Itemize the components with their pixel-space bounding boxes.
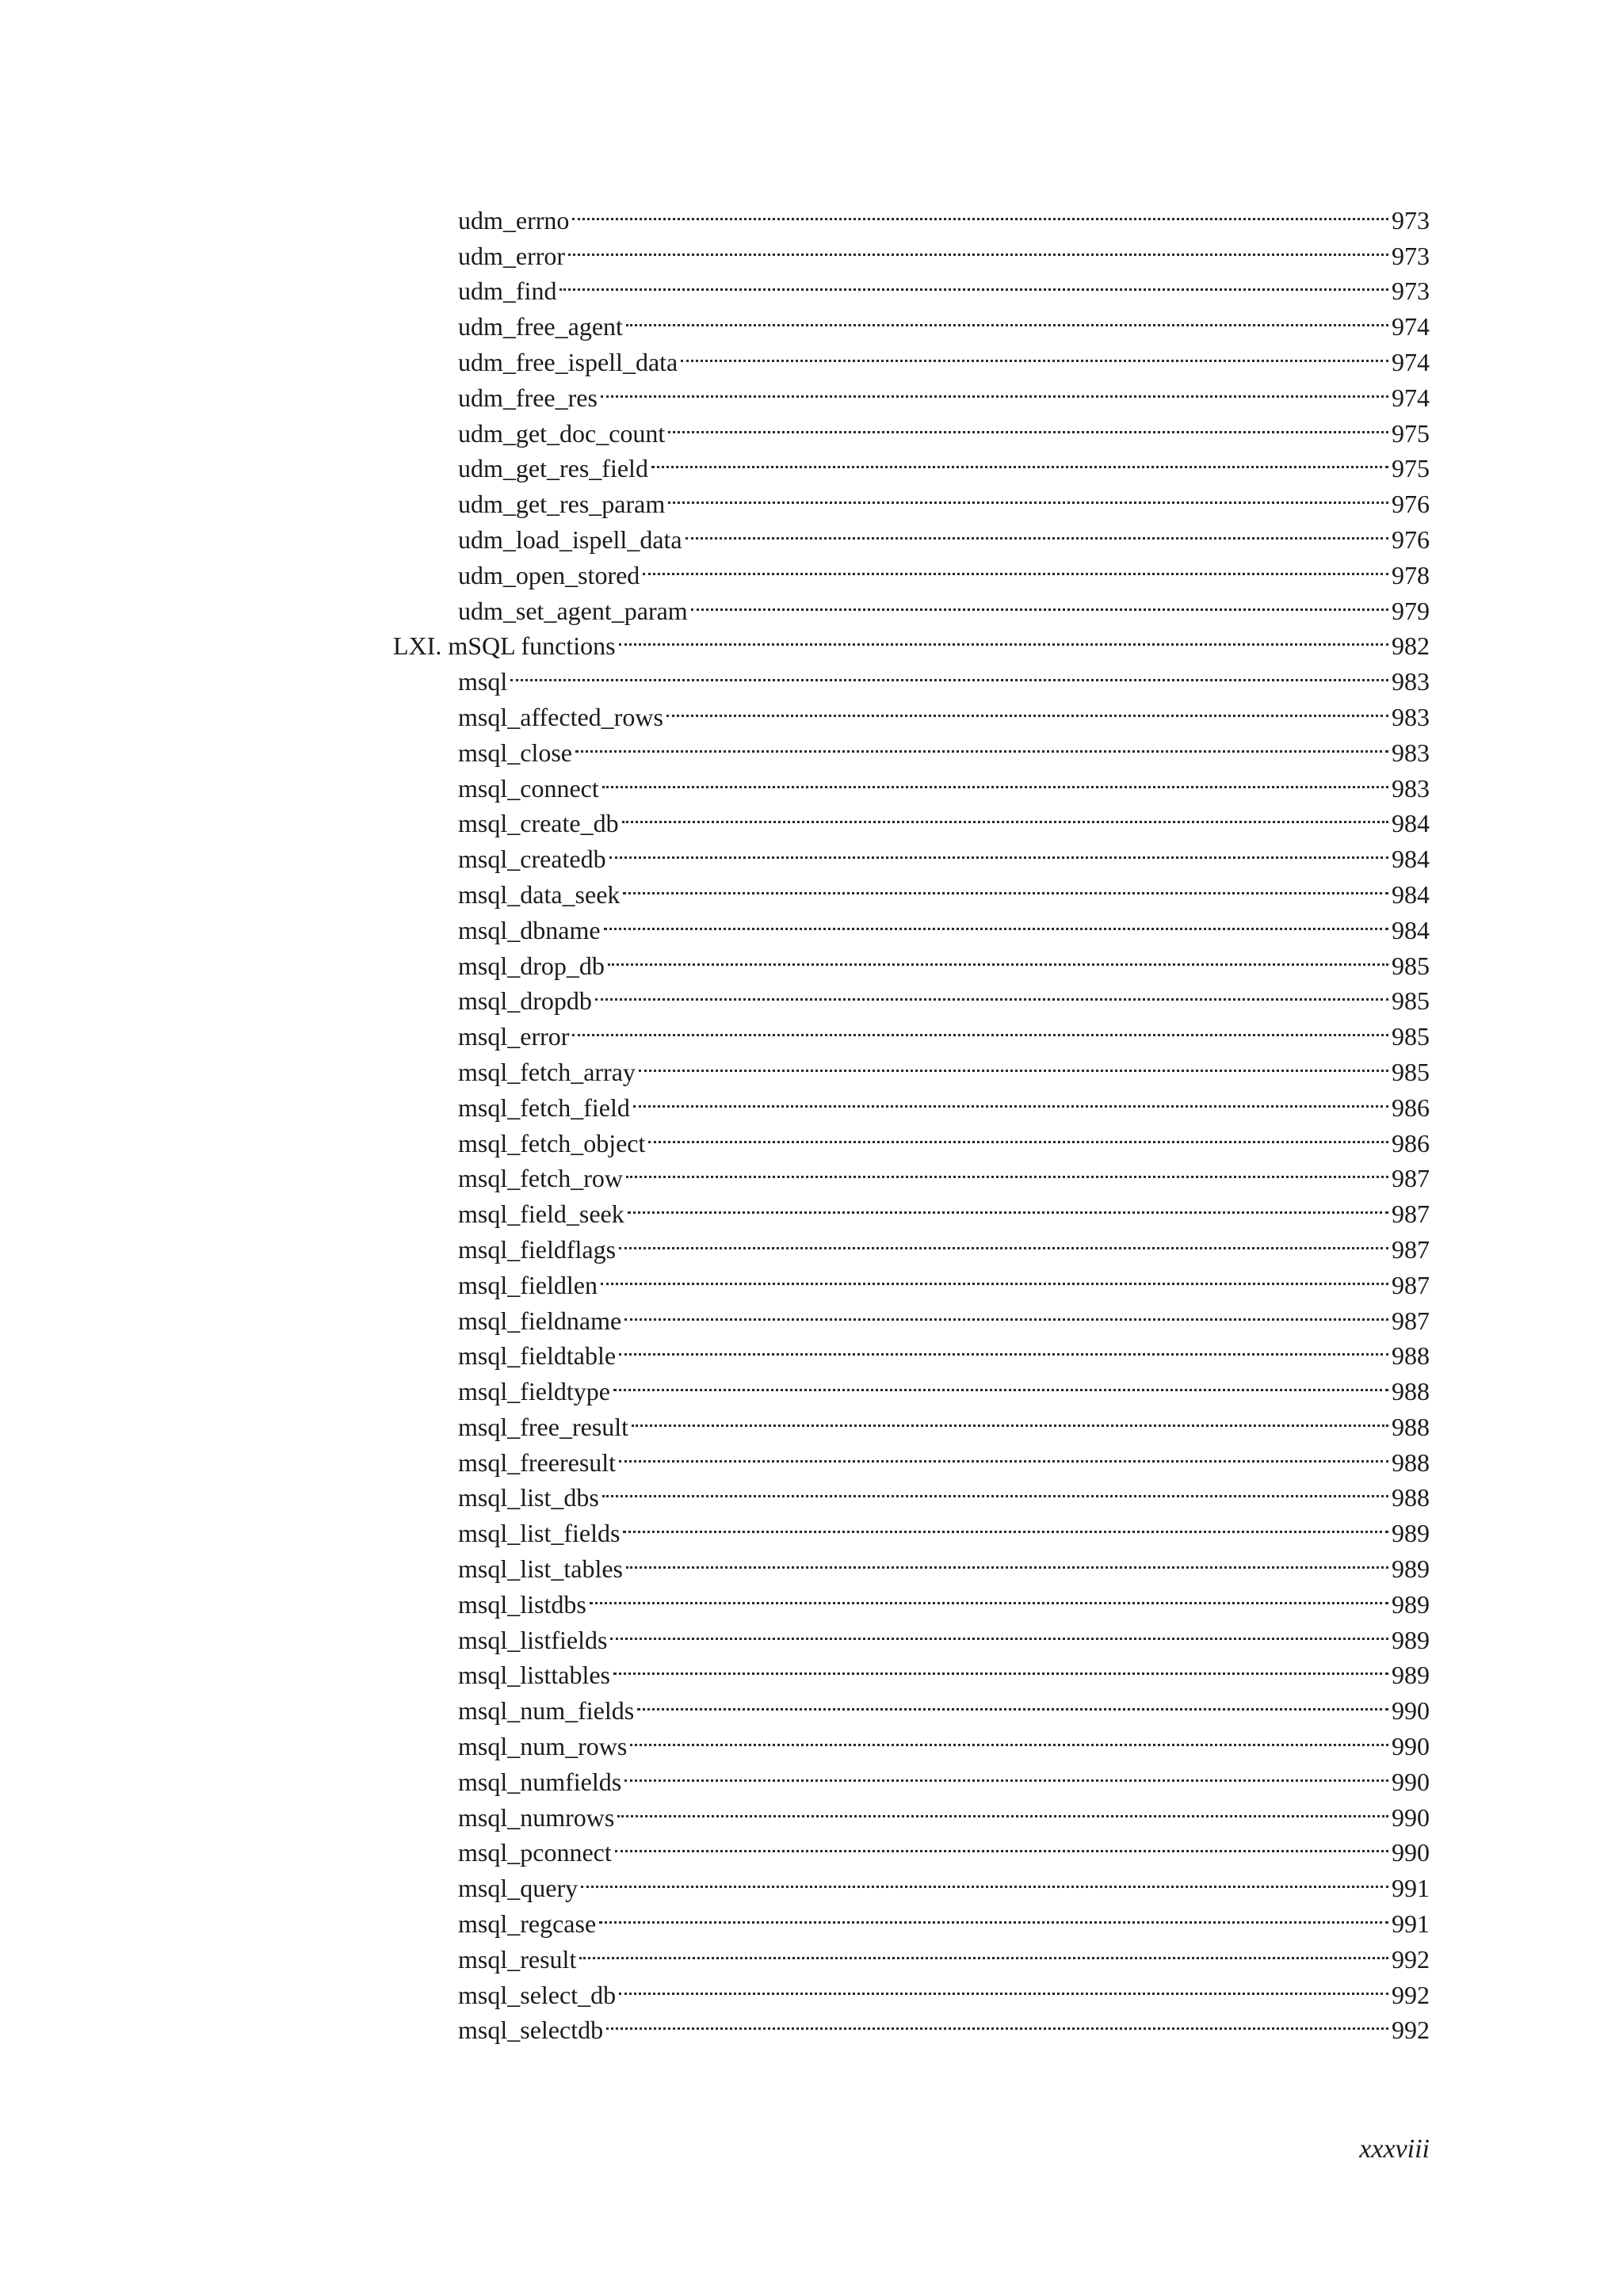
toc-entry-title: msql_select_db <box>458 1980 617 2009</box>
toc-entry-page: 990 <box>1392 1838 1430 1867</box>
toc-entry[interactable] <box>0 1116 1623 1158</box>
toc-entry[interactable] <box>0 1755 1623 1796</box>
toc-entry[interactable] <box>0 1471 1623 1512</box>
toc-entry[interactable] <box>0 761 1623 803</box>
toc-entry-row <box>458 2004 1430 2045</box>
toc-entry-row <box>458 1826 1430 1867</box>
toc-entry-page: 985 <box>1392 1057 1430 1086</box>
toc-entry-title: udm_errno <box>458 205 570 235</box>
toc-entry-title: msql_error <box>458 1022 570 1051</box>
dot-leader <box>590 1577 1388 1613</box>
toc-entry-title: udm_get_res_field <box>458 454 648 483</box>
dot-leader <box>615 1826 1388 1862</box>
toc-entry[interactable] <box>0 1187 1623 1229</box>
toc-entry[interactable] <box>0 654 1623 696</box>
toc-entry-row <box>458 868 1430 909</box>
dot-leader <box>619 1968 1388 2004</box>
toc-entry-page: 985 <box>1392 951 1430 980</box>
toc-entry-page: 976 <box>1392 524 1430 554</box>
dot-leader <box>613 1364 1388 1400</box>
toc-entry[interactable] <box>0 548 1623 589</box>
toc-entry-page: 992 <box>1392 1980 1430 2009</box>
toc-entry-title: msql_fetch_array <box>458 1057 636 1086</box>
toc-entry-title: msql_fieldtype <box>458 1377 610 1406</box>
toc-entry-title: msql_create_db <box>458 809 619 838</box>
toc-entry-row <box>458 1294 1430 1335</box>
toc-entry-page: 987 <box>1392 1306 1430 1335</box>
dot-leader <box>668 406 1388 442</box>
toc-entry[interactable] <box>0 265 1623 306</box>
toc-entry-row <box>458 1932 1430 1974</box>
dot-leader <box>648 1116 1388 1152</box>
toc-entry[interactable] <box>0 1542 1623 1584</box>
dot-leader <box>572 193 1388 229</box>
toc-entry-title: udm_free_agent <box>458 312 623 341</box>
toc-entry[interactable] <box>0 1009 1623 1051</box>
toc-entry-row <box>458 193 1430 235</box>
toc-entry-title: LXI. mSQL functions <box>393 631 616 661</box>
toc-entry-page: 974 <box>1392 312 1430 341</box>
toc-entry[interactable] <box>0 299 1623 341</box>
dot-leader <box>568 229 1388 265</box>
toc-entry[interactable] <box>0 974 1623 1016</box>
toc-entry-page: 982 <box>1392 631 1430 661</box>
toc-entry-title: msql_fetch_row <box>458 1164 623 1193</box>
dot-leader <box>619 620 1388 655</box>
toc-entry[interactable] <box>0 1222 1623 1264</box>
toc-entry[interactable] <box>0 1684 1623 1726</box>
toc-entry-page: 988 <box>1392 1412 1430 1441</box>
toc-entry-title: msql_fetch_field <box>458 1093 630 1122</box>
toc-entry-page: 984 <box>1392 879 1430 909</box>
toc-entry-row <box>458 1222 1430 1264</box>
dot-leader <box>626 1152 1388 1188</box>
toc-entry-page: 986 <box>1392 1093 1430 1122</box>
dot-leader <box>691 584 1388 620</box>
dot-leader <box>579 1932 1388 1968</box>
dot-leader <box>643 548 1388 584</box>
toc-entry-page: 986 <box>1392 1128 1430 1158</box>
dot-leader <box>685 513 1388 548</box>
toc-entry[interactable] <box>0 1968 1623 2009</box>
dot-leader <box>633 1081 1388 1116</box>
toc-entry-title: msql_list_fields <box>458 1519 621 1548</box>
toc-entry-page: 991 <box>1392 1874 1430 1903</box>
dot-leader <box>624 1755 1388 1791</box>
toc-entry-title: msql_fieldtable <box>458 1341 617 1371</box>
toc-entry-title: msql_numfields <box>458 1767 622 1796</box>
toc-entry-row <box>458 1258 1430 1299</box>
toc-entry-row <box>458 1329 1430 1371</box>
page-number: xxxviii <box>1359 2134 1430 2164</box>
dot-leader <box>617 1791 1388 1826</box>
toc-entry-title: msql_listfields <box>458 1625 608 1654</box>
toc-entry-page: 990 <box>1392 1767 1430 1796</box>
toc-entry[interactable] <box>0 1577 1623 1619</box>
toc-entry[interactable] <box>0 1897 1623 1939</box>
toc-entry-row <box>458 1009 1430 1051</box>
toc-entry[interactable] <box>0 335 1623 376</box>
toc-entry-page: 989 <box>1392 1625 1430 1654</box>
dot-leader <box>619 1436 1388 1471</box>
dot-leader <box>628 1187 1388 1222</box>
dot-leader <box>602 761 1388 797</box>
toc-entry[interactable] <box>0 1613 1623 1654</box>
toc-entry-page: 973 <box>1392 241 1430 270</box>
toc-entry-row <box>458 1684 1430 1726</box>
toc-entry-title: msql_createdb <box>458 845 606 874</box>
toc-entry-title: msql_num_rows <box>458 1732 628 1761</box>
toc-entry[interactable] <box>0 1364 1623 1406</box>
toc-entry-row <box>393 620 1430 661</box>
dot-leader <box>619 1329 1388 1365</box>
toc-entry-title: msql_listtables <box>458 1661 610 1690</box>
toc-entry-title: msql_fetch_object <box>458 1128 646 1158</box>
toc-entry-page: 987 <box>1392 1270 1430 1299</box>
toc-entry[interactable] <box>0 477 1623 519</box>
toc-entry-page: 992 <box>1392 2016 1430 2045</box>
toc-entry-page: 983 <box>1392 702 1430 731</box>
dot-leader <box>626 299 1388 335</box>
toc-entry-row <box>458 1613 1430 1654</box>
toc-entry-page: 992 <box>1392 1944 1430 1974</box>
dot-leader <box>639 1045 1388 1081</box>
toc-entry-row <box>458 690 1430 731</box>
toc-entry[interactable] <box>0 1329 1623 1371</box>
toc-entry-row <box>458 1897 1430 1939</box>
toc-entry-row <box>458 939 1430 980</box>
table-of-contents <box>0 193 1623 2045</box>
toc-entry-title: udm_free_ispell_data <box>458 347 678 376</box>
toc-entry-title: udm_set_agent_param <box>458 596 688 625</box>
toc-entry-page: 973 <box>1392 205 1430 235</box>
toc-entry-row <box>458 761 1430 803</box>
toc-entry-row <box>458 1719 1430 1761</box>
toc-entry-page: 991 <box>1392 1909 1430 1939</box>
dot-leader <box>681 335 1388 371</box>
toc-entry[interactable] <box>0 1294 1623 1335</box>
toc-entry-title: msql_free_result <box>458 1412 629 1441</box>
toc-entry-title: msql_fieldflags <box>458 1234 617 1264</box>
toc-entry-row <box>458 726 1430 767</box>
dot-leader <box>559 265 1388 300</box>
toc-entry-page: 990 <box>1392 1696 1430 1726</box>
dot-leader <box>575 726 1388 761</box>
toc-entry-page: 989 <box>1392 1661 1430 1690</box>
toc-entry[interactable] <box>0 832 1623 874</box>
toc-entry-page: 988 <box>1392 1341 1430 1371</box>
toc-entry[interactable] <box>0 1791 1623 1832</box>
toc-entry-title: msql_result <box>458 1944 577 1974</box>
dot-leader <box>632 1400 1388 1436</box>
dot-leader <box>604 903 1388 939</box>
dot-leader <box>601 1258 1388 1294</box>
toc-entry-title: msql_pconnect <box>458 1838 612 1867</box>
dot-leader <box>624 1294 1388 1329</box>
toc-entry-page: 985 <box>1392 986 1430 1016</box>
toc-entry-row <box>458 513 1430 554</box>
toc-entry-title: msql_listdbs <box>458 1589 586 1619</box>
toc-entry[interactable] <box>0 1081 1623 1122</box>
dot-leader <box>595 974 1388 1010</box>
toc-entry[interactable] <box>0 193 1623 235</box>
toc-entry-page: 989 <box>1392 1589 1430 1619</box>
toc-entry-page: 978 <box>1392 560 1430 589</box>
dot-leader <box>626 1542 1388 1577</box>
toc-entry-title: udm_find <box>458 277 557 306</box>
dot-leader <box>637 1684 1388 1719</box>
dot-leader <box>623 868 1388 903</box>
toc-entry-page: 974 <box>1392 347 1430 376</box>
toc-entry[interactable] <box>0 1152 1623 1193</box>
toc-entry-title: msql_fieldname <box>458 1306 622 1335</box>
dot-leader <box>623 1506 1388 1542</box>
toc-entry-row <box>458 299 1430 341</box>
toc-entry[interactable] <box>0 1861 1623 1903</box>
toc-entry-row <box>458 1364 1430 1406</box>
toc-chapter-entry[interactable] <box>0 620 1623 661</box>
toc-entry-row <box>458 1649 1430 1690</box>
toc-entry[interactable] <box>0 1932 1623 1974</box>
toc-entry-title: msql_affected_rows <box>458 702 663 731</box>
toc-entry-page: 984 <box>1392 809 1430 838</box>
toc-entry-row <box>458 1542 1430 1584</box>
toc-entry-row <box>458 832 1430 874</box>
toc-entry-page: 975 <box>1392 418 1430 448</box>
dot-leader <box>602 1471 1388 1507</box>
toc-entry-title: msql_dropdb <box>458 986 592 1016</box>
toc-entry[interactable] <box>0 939 1623 980</box>
toc-entry[interactable] <box>0 406 1623 448</box>
toc-entry-page: 976 <box>1392 490 1430 519</box>
toc-entry-row <box>458 903 1430 944</box>
toc-entry-row <box>458 1045 1430 1086</box>
toc-entry-title: udm_get_doc_count <box>458 418 666 448</box>
dot-leader <box>622 797 1388 833</box>
toc-entry-page: 979 <box>1392 596 1430 625</box>
toc-entry-row <box>458 797 1430 838</box>
toc-entry-row <box>458 477 1430 519</box>
dot-leader <box>619 1222 1388 1258</box>
toc-entry-page: 987 <box>1392 1164 1430 1193</box>
toc-entry-page: 987 <box>1392 1199 1430 1229</box>
dot-leader <box>581 1861 1388 1897</box>
toc-entry[interactable] <box>0 442 1623 483</box>
toc-entry-page: 983 <box>1392 773 1430 803</box>
dot-leader <box>609 832 1388 868</box>
toc-entry-title: msql_selectdb <box>458 2016 604 2045</box>
toc-entry-title: udm_load_ispell_data <box>458 524 682 554</box>
toc-entry-page: 990 <box>1392 1802 1430 1832</box>
toc-entry[interactable] <box>0 868 1623 909</box>
toc-entry-row <box>458 1506 1430 1548</box>
toc-entry-title: msql_fieldlen <box>458 1270 598 1299</box>
toc-entry-row <box>458 584 1430 625</box>
toc-entry-title: msql_dbname <box>458 915 601 944</box>
dot-leader <box>606 2004 1388 2039</box>
toc-entry[interactable] <box>0 1649 1623 1690</box>
toc-entry[interactable] <box>0 513 1623 554</box>
dot-leader <box>651 442 1388 478</box>
toc-entry-row <box>458 1861 1430 1903</box>
toc-entry[interactable] <box>0 1400 1623 1441</box>
toc-entry[interactable] <box>0 1258 1623 1299</box>
toc-entry-page: 985 <box>1392 1022 1430 1051</box>
toc-entry-row <box>458 1081 1430 1122</box>
toc-entry[interactable] <box>0 371 1623 412</box>
dot-leader <box>610 1613 1388 1649</box>
dot-leader <box>608 939 1388 974</box>
toc-entry-row <box>458 371 1430 412</box>
toc-entry-page: 989 <box>1392 1554 1430 1584</box>
toc-entry-row <box>458 229 1430 270</box>
toc-entry-row <box>458 548 1430 589</box>
toc-entry-row <box>458 1577 1430 1619</box>
toc-entry[interactable] <box>0 584 1623 625</box>
toc-entry-row <box>458 1791 1430 1832</box>
toc-entry[interactable] <box>0 2004 1623 2045</box>
toc-entry[interactable] <box>0 797 1623 838</box>
toc-entry-page: 984 <box>1392 915 1430 944</box>
toc-entry-title: msql_num_fields <box>458 1696 635 1726</box>
toc-entry-title: msql_close <box>458 738 572 767</box>
toc-entry-page: 987 <box>1392 1234 1430 1264</box>
toc-entry-row <box>458 1471 1430 1512</box>
toc-entry-row <box>458 1116 1430 1158</box>
toc-entry-page: 989 <box>1392 1519 1430 1548</box>
toc-entry[interactable] <box>0 1045 1623 1086</box>
toc-entry-row <box>458 1187 1430 1229</box>
toc-entry-page: 973 <box>1392 277 1430 306</box>
toc-entry-row <box>458 654 1430 696</box>
toc-entry-row <box>458 335 1430 376</box>
toc-entry-title: udm_open_stored <box>458 560 640 589</box>
toc-entry-title: msql_list_dbs <box>458 1483 599 1512</box>
dot-leader <box>601 371 1388 406</box>
toc-entry-row <box>458 265 1430 306</box>
toc-entry-row <box>458 442 1430 483</box>
toc-entry[interactable] <box>0 903 1623 944</box>
toc-entry-title: msql_field_seek <box>458 1199 624 1229</box>
toc-entry-page: 984 <box>1392 845 1430 874</box>
toc-entry-page: 988 <box>1392 1377 1430 1406</box>
toc-entry-title: msql <box>458 667 508 696</box>
toc-entry[interactable] <box>0 690 1623 731</box>
toc-entry-title: msql_query <box>458 1874 579 1903</box>
toc-entry-page: 983 <box>1392 738 1430 767</box>
toc-entry-title: msql_connect <box>458 773 599 803</box>
toc-entry[interactable] <box>0 1826 1623 1867</box>
toc-entry[interactable] <box>0 726 1623 767</box>
dot-leader <box>510 654 1388 690</box>
toc-entry-page: 983 <box>1392 667 1430 696</box>
dot-leader <box>613 1649 1388 1684</box>
toc-entry-row <box>458 1400 1430 1441</box>
toc-entry[interactable] <box>0 1436 1623 1477</box>
toc-entry-title: udm_get_res_param <box>458 490 666 519</box>
dot-leader <box>599 1897 1388 1932</box>
toc-entry-title: msql_freeresult <box>458 1447 617 1477</box>
toc-entry-row <box>458 1436 1430 1477</box>
dot-leader <box>572 1009 1388 1045</box>
toc-entry-title: udm_error <box>458 241 566 270</box>
toc-entry-title: msql_numrows <box>458 1802 615 1832</box>
toc-entry-row <box>458 1755 1430 1796</box>
toc-entry-title: udm_free_res <box>458 383 598 412</box>
toc-entry-row <box>458 1152 1430 1193</box>
toc-entry-title: msql_list_tables <box>458 1554 623 1584</box>
dot-leader <box>668 477 1388 513</box>
dot-leader <box>630 1719 1388 1755</box>
toc-entry-page: 990 <box>1392 1732 1430 1761</box>
toc-entry-row <box>458 1968 1430 2009</box>
toc-entry-title: msql_regcase <box>458 1909 597 1939</box>
toc-entry[interactable] <box>0 229 1623 270</box>
toc-entry-page: 988 <box>1392 1483 1430 1512</box>
toc-entry[interactable] <box>0 1719 1623 1761</box>
dot-leader <box>666 690 1388 726</box>
toc-entry-row <box>458 974 1430 1016</box>
toc-entry-title: msql_data_seek <box>458 879 621 909</box>
toc-entry-page: 974 <box>1392 383 1430 412</box>
toc-entry[interactable] <box>0 1506 1623 1548</box>
toc-entry-page: 975 <box>1392 454 1430 483</box>
toc-entry-row <box>458 406 1430 448</box>
toc-entry-page: 988 <box>1392 1447 1430 1477</box>
toc-entry-title: msql_drop_db <box>458 951 605 980</box>
